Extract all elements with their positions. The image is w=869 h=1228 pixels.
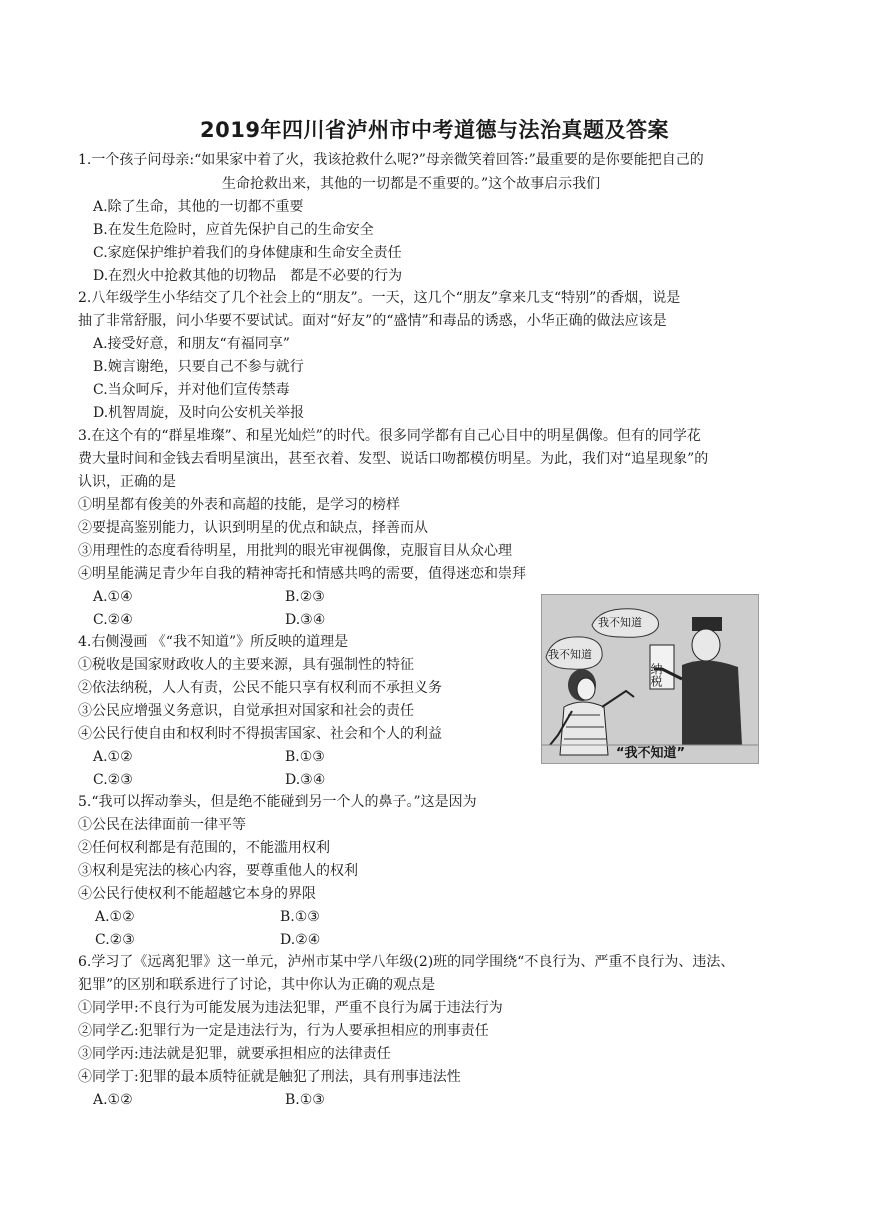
option-a: A.接受好意，和朋友“有福同享”: [93, 336, 290, 352]
question-stem: 1.一个孩子问母亲:“如果家中着了火，我该抢救什么呢?”母亲微笑着回答:”最重要的是你要能把自己的: [78, 152, 704, 168]
statement-3: ③权利是宪法的核心内容，要尊重他人的权利: [78, 863, 358, 879]
question-stem: 2.八年级学生小华结交了几个社会上的“朋友”。一天，这几个“朋友”拿来几支“特别”的香烟，说是: [78, 290, 681, 306]
option-c: C.②③: [95, 932, 135, 948]
statement-3: ③用理性的态度看待明星，用批判的眼光审视偶像，克服盲目从众心理: [78, 543, 512, 559]
option-b: B.婉言谢绝，只要自己不参与就行: [93, 359, 304, 375]
option-c: C.当众呵斥，并对他们宣传禁毒: [93, 382, 290, 398]
statement-1: ①税收是国家财政收人的主要来源，具有强制性的特征: [78, 657, 414, 673]
option-d: D.②④: [280, 932, 321, 948]
statement-1: ①公民在法律面前一律平等: [78, 817, 246, 833]
bubble-top-text: 我不知道: [598, 616, 642, 629]
statement-2: ②同学乙:犯罪行为一定是违法行为，行为人要承担相应的刑事责任: [78, 1023, 489, 1039]
statement-4: ④明星能满足青少年自我的精神寄托和情感共鸣的需要，值得迷恋和崇拜: [78, 566, 526, 582]
statement-4: ④公民行使自由和权利时不得损害国家、社会和个人的利益: [78, 726, 442, 742]
option-b: B.②③: [285, 589, 325, 605]
option-c: C.②④: [93, 612, 133, 628]
option-c: C.②③: [93, 772, 133, 788]
option-d: D.③④: [285, 772, 326, 788]
statement-2: ②任何权利都是有范围的，不能滥用权利: [78, 840, 330, 856]
question-stem: 6.学习了《远离犯罪》这一单元，泸州市某中学八年级(2)班的同学围绕“不良行为、严重不良行为、违法、: [78, 954, 735, 970]
option-a: A.①②: [93, 749, 133, 765]
option-d: D.在烈火中抢救其他的切物品 都是不必要的行为: [93, 268, 403, 284]
cartoon-image: [541, 594, 759, 764]
statement-2: ②要提高鉴别能力，认识到明星的优点和缺点，择善而从: [78, 520, 428, 536]
cartoon-caption: “我不知道”: [616, 746, 686, 761]
tax-sign-text: 纳税: [649, 663, 663, 687]
bubble-left-text: 我不知道: [548, 648, 592, 661]
option-a: A.①②: [95, 909, 135, 925]
page-title: 2019年四川省泸州市中考道德与法治真题及答案: [200, 118, 669, 142]
option-a: A.①④: [93, 589, 133, 605]
question-stem: 认识，正确的是: [78, 474, 176, 490]
option-b: B.①③: [285, 749, 325, 765]
statement-2: ②依法纳税，人人有责，公民不能只享有权利而不承担义务: [78, 680, 442, 696]
question-stem: 4.右侧漫画 《“我不知道”》所反映的道理是: [78, 634, 349, 650]
statement-1: ①明星都有俊美的外表和高超的技能，是学习的榜样: [78, 497, 400, 513]
statement-4: ④公民行使权利不能超越它本身的界限: [78, 886, 316, 902]
statement-1: ①同学甲:不良行为可能发展为违法犯罪，严重不良行为属于违法行为: [78, 1000, 503, 1016]
question-stem: 抽了非常舒服，问小华要不要试试。面对“好友”的“盛情”和毒品的诱惑，小华正确的做法应该是: [78, 313, 667, 329]
option-b: B.①③: [280, 909, 320, 925]
question-stem: 5.“我可以挥动拳头，但是绝不能碰到另一个人的鼻子。”这是因为: [78, 794, 477, 810]
option-d: D.机智周旋，及时向公安机关举报: [93, 405, 305, 421]
statement-3: ③同学丙:违法就是犯罪，就要承担相应的法律责任: [78, 1046, 391, 1062]
question-stem: 费大量时间和金钱去看明星演出，甚至衣着、发型、说话口吻都模仿明星。为此，我们对“追星现象”的: [78, 451, 709, 467]
option-b: B.在发生危险时，应首先保护自己的生命安全: [93, 222, 374, 238]
question-stem: 犯罪”的区别和联系进行了讨论，其中你认为正确的观点是: [78, 977, 436, 993]
option-a: A.①②: [93, 1092, 133, 1108]
question-stem: 生命抢救出来，其他的一切都是不重要的。”这个故事启示我们: [222, 176, 601, 192]
option-d: D.③④: [285, 612, 326, 628]
option-c: C.家庭保护维护着我们的身体健康和生命安全责任: [93, 245, 402, 261]
statement-4: ④同学丁:犯罪的最本质特征就是触犯了刑法，具有刑事违法性: [78, 1069, 461, 1085]
option-a: A.除了生命，其他的一切都不重要: [93, 199, 304, 215]
option-b: B.①③: [285, 1092, 325, 1108]
question-stem: 3.在这个有的“群星堆璨”、和星光灿烂”的时代。很多同学都有自己心目中的明星偶像。但有的同学花: [78, 428, 701, 444]
statement-3: ③公民应增强义务意识，自觉承担对国家和社会的责任: [78, 703, 414, 719]
